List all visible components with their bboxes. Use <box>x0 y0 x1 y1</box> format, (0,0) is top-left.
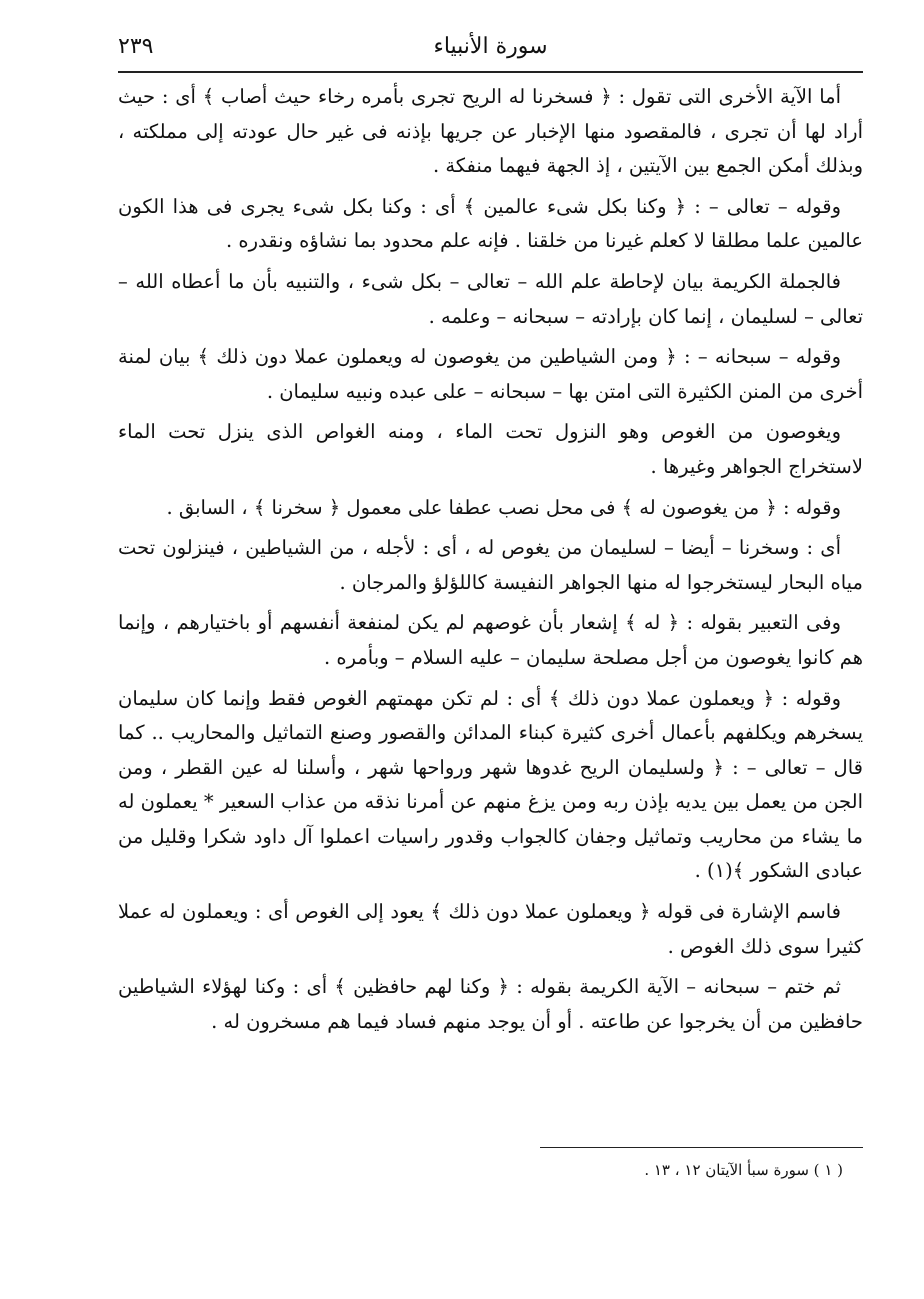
paragraph: وقوله – تعالى – : ﴿ وكنا بكل شىء عالمين ﴾ أى : وكنا بكل شىء يجرى فى هذا الكون عالمين علما مطلقا لا كعلم غيرنا من خلقنا . فإنه علم محدود بما نشاؤه ونقدره . <box>118 194 863 253</box>
footnote-divider <box>540 1147 863 1148</box>
paragraph: وقوله : ﴿ ويعملون عملا دون ذلك ﴾ أى : لم تكن مهمتهم الغوص فقط وإنما كان سليمان يسخرهم ويكلفهم بأعمال أخرى كثيرة كبناء المدائن والقصور وصنع التماثيل والمحاريب .. كما قال – تعالى – : ﴿ ولسليمان الريح غدوها شهر ورواحها شهر ، وأسلنا له عين القطر ، ومن الجن من يعمل بين يديه بإذن ربه ومن يزغ منهم عن أمرنا نذقه من عذاب السعير * يعملون له ما يشاء من محاريب وتماثيل وجفان كالجواب وقدور راسيات اعملوا آل داود شكرا وقليل من عبادى الشكور ﴾(١) . <box>118 686 863 883</box>
paragraph: أما الآية الأخرى التى تقول : ﴿ فسخرنا له الريح تجرى بأمره رخاء حيث أصاب ﴾ أى : حيث أراد لها أن تجرى ، فالمقصود منها الإخبار عن جريها بإذنه فى غير حال عودته إلى مملكته ، وبذلك أمكن الجمع بين الآيتين ، إذ الجهة فيهما منفكة . <box>118 85 863 178</box>
paragraph: ثم ختم – سبحانه – الآية الكريمة بقوله : ﴿ وكنا لهم حافظين ﴾ أى : وكنا لهؤلاء الشياطين حافظين من أن يخرجوا عن طاعته . أو أن يوجد منهم فساد فيما هم مسخرون له . <box>118 975 863 1033</box>
chapter-title: سورة الأنبياء <box>433 34 548 59</box>
body-text <box>118 80 863 1045</box>
paragraph: فالجملة الكريمة بيان لإحاطة علم الله – تعالى – بكل شىء ، والتنبيه بأن ما أعطاه الله – تعالى – لسليمان ، إنما كان بإرادته – سبحانه – وعلمه . <box>118 269 863 328</box>
paragraph: وقوله : ﴿ من يغوصون له ﴾ فى محل نصب عطفا على معمول ﴿ سخرنا ﴾ ، السابق . <box>166 495 841 519</box>
paragraph: فاسم الإشارة فى قوله ﴿ ويعملون عملا دون ذلك ﴾ يعود إلى الغوص أى : ويعملون له عملا كثيرا سوى ذلك الغوص . <box>118 900 863 958</box>
paragraph: وقوله – سبحانه – : ﴿ ومن الشياطين من يغوصون له ويعملون عملا دون ذلك ﴾ بيان لمنة أخرى من المنن الكثيرة التى امتن بها – سبحانه – على عبده ونبيه سليمان . <box>118 345 863 403</box>
header-divider <box>118 71 863 73</box>
paragraph: وفى التعبير بقوله : ﴿ له ﴾ إشعار بأن غوصهم لم يكن لمنفعة أنفسهم أو باختيارهم ، وإنما هم كانوا يغوصون من أجل مصلحة سليمان – عليه السلام – وبأمره . <box>118 611 863 669</box>
paragraph: أى : وسخرنا – أيضا – لسليمان من يغوص له ، أى : لأجله ، من الشياطين ، فينزلون تحت مياه البحار ليستخرجوا له منها الجواهر النفيسة كاللؤلؤ والمرجان . <box>118 536 863 594</box>
footnote: ( ١ ) سورة سبأ الآيتان ١٢ ، ١٣ . <box>644 1161 843 1179</box>
page-header <box>118 30 863 70</box>
page-number: ٢٣٩ <box>118 34 154 59</box>
paragraph: ويغوصون من الغوص وهو النزول تحت الماء ، ومنه الغواص الذى ينزل تحت الماء لاستخراج الجواهر وغيرها . <box>118 420 863 478</box>
